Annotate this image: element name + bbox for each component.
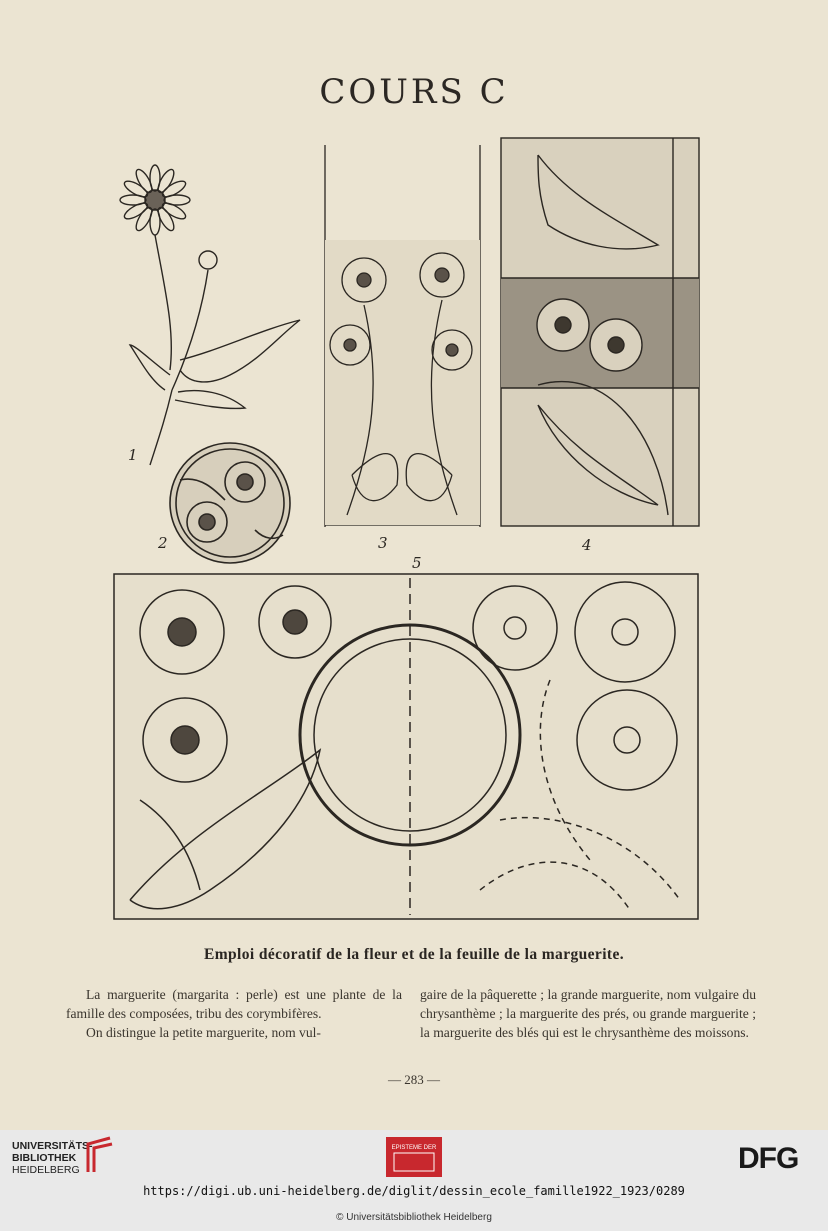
label-4: 4 [582, 536, 592, 554]
permalink-url[interactable]: https://digi.ub.uni-heidelberg.de/diglit/dessin_ecole_famille1922_1923/0289 [143, 1184, 685, 1198]
label-2: 2 [158, 534, 168, 552]
label-5: 5 [412, 554, 422, 572]
text-column-right [420, 985, 756, 1042]
page-title: COURS C [319, 72, 509, 112]
paragraph-1: La marguerite (margarita : perle) est une plante de la famille des composées, tribu des corymbifères. [66, 987, 402, 1021]
library-name-line3: HEIDELBERG [12, 1164, 80, 1176]
stamp-text: EPISTEME DER [391, 1145, 437, 1151]
library-logo[interactable] [12, 1140, 93, 1176]
figure-caption: Emploi décoratif de la fleur et de la feuille de la marguerite. [203, 946, 625, 963]
library-emblem-icon [84, 1134, 116, 1176]
paragraph-2-start: On distingue la petite marguerite, nom vul- [86, 1025, 321, 1040]
library-name-line2: BIBLIOTHEK [12, 1152, 77, 1164]
project-stamp-logo[interactable] [386, 1137, 442, 1177]
figure-1-daisy-sprig [110, 160, 320, 470]
paragraph-2-end: gaire de la pâquerette ; la grande marguerite, nom vulgaire du chrysanthème ; la marguerite des prés, ou grande marguerite ; la marguerite des blés qui est le chrysanthème des moissons. [420, 987, 756, 1040]
figure-5-panel [110, 570, 705, 925]
figure-labels [110, 440, 630, 575]
label-1: 1 [128, 446, 138, 464]
label-3: 3 [378, 534, 388, 552]
library-name-line1: UNIVERSITÄTS- [12, 1140, 93, 1152]
page-number: — 283 — [388, 1072, 440, 1087]
copyright-notice: © Universitätsbibliothek Heidelberg [336, 1212, 492, 1223]
funder-logo[interactable]: DFG [738, 1142, 799, 1175]
text-column-left [66, 985, 402, 1042]
